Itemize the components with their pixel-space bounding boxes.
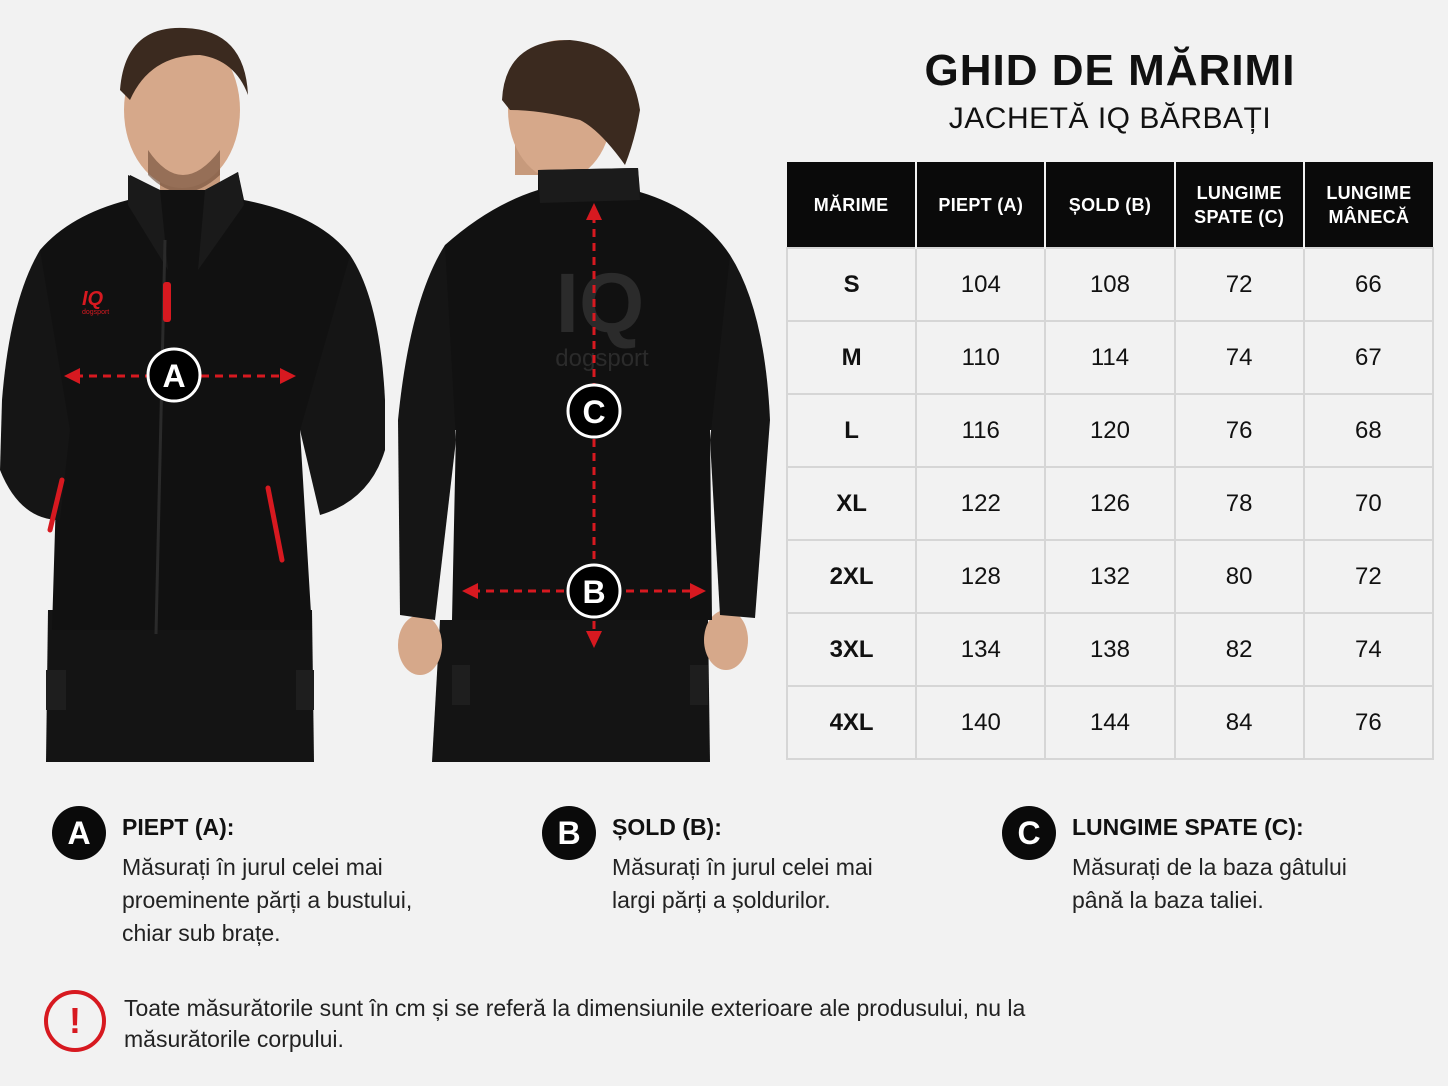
measurement-cell: 72 [1304,540,1433,613]
note-text: Toate măsurătorile sunt în cm și se referă la dimensiunile exterioare ale produsului, nu la măsurătorile corpului. [124,995,1026,1052]
size-table [786,162,1434,760]
measurement-cell: 134 [916,613,1045,686]
back-view-image [390,0,780,762]
column-header [1304,162,1433,248]
measurement-cell: 82 [1175,613,1304,686]
svg-text:A: A [162,358,186,394]
measurement-cell: 126 [1045,467,1174,540]
table-row [787,321,1433,394]
column-header-line: LUNGIME [1196,182,1282,203]
back-watermark-sub: dogsport [555,345,649,372]
column-header-line: ȘOLD (B) [1068,194,1152,215]
measurement-cell: 66 [1304,248,1433,321]
exclamation-icon: ! [44,990,106,1052]
measurement-cell: 76 [1175,394,1304,467]
front-logo-sub: dogsport [82,309,110,316]
column-header [1045,162,1174,248]
measurement-cell: 67 [1304,321,1433,394]
table-row [787,540,1433,613]
measurement-cell: 132 [1045,540,1174,613]
marker-c [568,385,620,437]
table-body [787,248,1433,759]
svg-text:C: C [582,394,606,430]
measurement-cell: 74 [1304,613,1433,686]
measurement-cell: 74 [1175,321,1304,394]
page-title: GHID DE MĂRIMI [924,46,1296,95]
badge-b: B [542,806,596,860]
size-cell: S [787,248,916,321]
page-subtitle: JACHETĂ IQ BĂRBAȚI [948,102,1272,135]
measurement-cell: 72 [1175,248,1304,321]
legend-chest-description: Măsurați în jurul celei mai proeminente părți a bustului, chiar sub brațe. [122,854,413,946]
legend-chest [52,806,472,950]
measurement-cell: 104 [916,248,1045,321]
column-header-line: LUNGIME [1326,182,1412,203]
legend-chest-title: PIEPT (A): [122,814,235,840]
size-cell: L [787,394,916,467]
size-cell: 2XL [787,540,916,613]
measurement-cell: 76 [1304,686,1433,759]
measurement-cell: 140 [916,686,1045,759]
size-cell: 4XL [787,686,916,759]
table-row [787,394,1433,467]
table-row [787,467,1433,540]
badge-c: C [1002,806,1056,860]
legend-hip-title: ȘOLD (B): [612,814,722,840]
column-header-line: PIEPT (A) [938,194,1024,215]
column-header-line: MĂRIME [813,194,889,215]
measurement-cell: 138 [1045,613,1174,686]
measurement-cell: 78 [1175,467,1304,540]
measurement-cell: 80 [1175,540,1304,613]
measurement-cell: 120 [1045,394,1174,467]
column-header-line: MÂNECĂ [1328,206,1410,227]
table-row [787,248,1433,321]
front-view-image [0,0,390,762]
front-jacket-illustration [0,0,390,762]
measurement-cell: 68 [1304,394,1433,467]
badge-a: A [52,806,106,860]
svg-text:B: B [582,574,606,610]
table-row [787,613,1433,686]
column-header [787,162,916,248]
size-cell: 3XL [787,613,916,686]
legend-hip-description: Măsurați în jurul celei mai largi părți a șoldurilor. [612,854,873,913]
title-block [786,44,1434,136]
legend-back-length [1002,806,1422,917]
measurement-cell: 114 [1045,321,1174,394]
column-header-line: SPATE (C) [1194,206,1285,227]
legend-hip [542,806,962,917]
table-header-row [787,162,1433,248]
legend-back-length-title: LUNGIME SPATE (C): [1072,814,1304,840]
measurement-cell: 84 [1175,686,1304,759]
back-watermark: IQ [555,256,645,350]
size-cell: XL [787,467,916,540]
measurement-note [44,990,1084,1055]
column-header [916,162,1045,248]
front-logo: IQ [82,288,104,310]
measurement-cell: 108 [1045,248,1174,321]
measurement-cell: 144 [1045,686,1174,759]
marker-b [568,565,620,617]
measurement-cell: 110 [916,321,1045,394]
measurement-cell: 70 [1304,467,1433,540]
size-cell: M [787,321,916,394]
table-row [787,686,1433,759]
back-jacket-illustration [390,0,780,762]
measurement-cell: 122 [916,467,1045,540]
marker-a [148,349,200,401]
measurement-cell: 116 [916,394,1045,467]
column-header [1175,162,1304,248]
measurement-cell: 128 [916,540,1045,613]
legend-back-length-description: Măsurați de la baza gâtului până la baza taliei. [1072,854,1347,913]
